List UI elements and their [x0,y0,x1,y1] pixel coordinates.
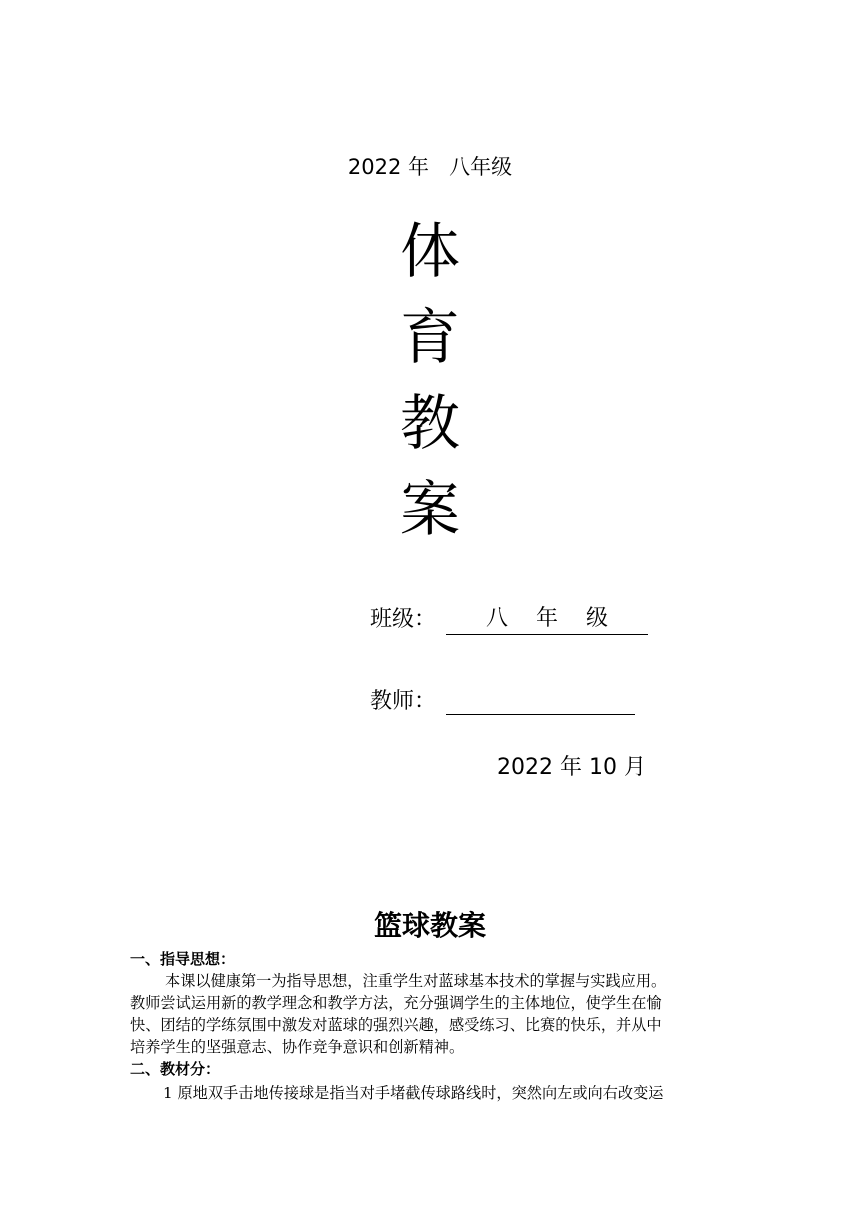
teacher-value [446,683,635,715]
paragraph-line: 本课以健康第一为指导思想，注重学生对蓝球基本技术的掌握与实践应用。 [165,972,667,990]
title-char-4: 案 [400,475,460,545]
teacher-label: 教师： [370,689,437,714]
class-label: 班级： [370,607,437,632]
date: 2022 年 10 月 [497,755,646,780]
section-heading-materials: 二、教材分： [130,1060,221,1078]
paragraph-line: 快、团结的学练氛围中激发对蓝球的强烈兴趣，感受练习、比赛的快乐，并从中 [130,1016,662,1034]
paragraph-line: 培养学生的坚强意志、协作竞争意识和创新精神。 [130,1038,465,1056]
section-heading-guiding-idea: 一、指导思想： [130,950,236,968]
paragraph-line: 1 原地双手击地传接球是指当对手堵截传球路线时，突然向左或向右改变运 [163,1084,664,1102]
title-char-3: 教 [400,389,460,459]
paragraph-line: 教师尝试运用新的教学理念和教学方法，充分强调学生的主体地位，使学生在愉 [130,994,662,1012]
title-char-1: 体 [400,217,460,287]
class-value: 八 年 级 [446,603,648,635]
document-title: 篮球教案 [373,909,486,942]
title-char-2: 育 [400,303,460,373]
year-grade-line: 2022 年 八年级 [347,155,513,179]
